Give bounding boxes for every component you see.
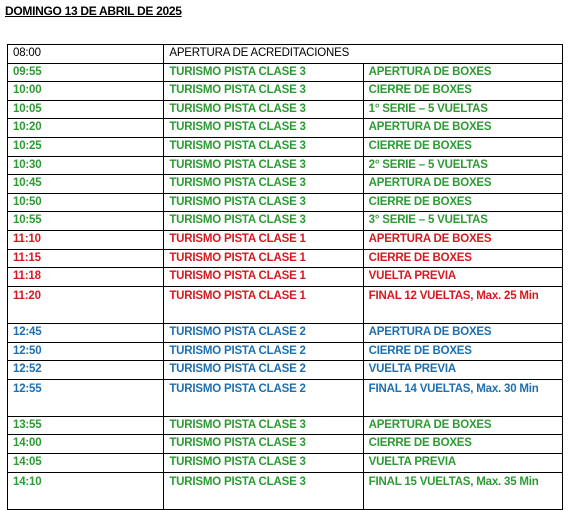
schedule-row (8, 379, 563, 416)
time-cell: 11:20 (8, 286, 164, 323)
schedule-row (8, 119, 563, 138)
category-cell: TURISMO PISTA CLASE 3 (164, 156, 363, 175)
category-cell: TURISMO PISTA CLASE 2 (164, 379, 363, 416)
time-cell: 14:10 (8, 472, 164, 509)
category-cell: TURISMO PISTA CLASE 3 (164, 119, 363, 138)
schedule-row (8, 286, 563, 323)
time-cell: 10:55 (8, 212, 164, 231)
time-cell: 12:50 (8, 342, 164, 361)
category-cell: TURISMO PISTA CLASE 3 (164, 137, 363, 156)
activity-cell: CIERRE DE BOXES (363, 137, 562, 156)
category-cell: TURISMO PISTA CLASE 1 (164, 268, 363, 287)
schedule-row (8, 100, 563, 119)
schedule-row (8, 416, 563, 435)
page-title: DOMINGO 13 DE ABRIL DE 2025 (5, 4, 182, 18)
category-cell: TURISMO PISTA CLASE 3 (164, 472, 363, 509)
activity-cell: VUELTA PREVIA (363, 454, 562, 473)
time-cell: 10:45 (8, 175, 164, 194)
schedule-row (8, 193, 563, 212)
schedule-row (8, 45, 563, 64)
activity-cell: 3° SERIE – 5 VUELTAS (363, 212, 562, 231)
schedule-row (8, 156, 563, 175)
category-cell: TURISMO PISTA CLASE 3 (164, 82, 363, 101)
activity-cell: APERTURA DE BOXES (363, 416, 562, 435)
activity-cell: APERTURA DE BOXES (363, 323, 562, 342)
activity-cell: APERTURA DE BOXES (363, 63, 562, 82)
category-cell: TURISMO PISTA CLASE 2 (164, 342, 363, 361)
schedule-row (8, 249, 563, 268)
time-cell: 10:30 (8, 156, 164, 175)
activity-cell: 2° SERIE – 5 VUELTAS (363, 156, 562, 175)
schedule-row (8, 472, 563, 509)
activity-cell: CIERRE DE BOXES (363, 249, 562, 268)
time-cell: 10:05 (8, 100, 164, 119)
time-cell: 12:55 (8, 379, 164, 416)
category-cell: TURISMO PISTA CLASE 3 (164, 193, 363, 212)
schedule-row (8, 230, 563, 249)
schedule-row (8, 63, 563, 82)
activity-cell: CIERRE DE BOXES (363, 193, 562, 212)
activity-cell: APERTURA DE BOXES (363, 119, 562, 138)
category-cell: TURISMO PISTA CLASE 3 (164, 175, 363, 194)
time-cell: 10:00 (8, 82, 164, 101)
time-cell: 09:55 (8, 63, 164, 82)
schedule-row (8, 268, 563, 287)
schedule-row (8, 361, 563, 380)
time-cell: 13:55 (8, 416, 164, 435)
schedule-row (8, 212, 563, 231)
time-cell: 10:25 (8, 137, 164, 156)
time-cell: 14:00 (8, 435, 164, 454)
category-cell: TURISMO PISTA CLASE 3 (164, 454, 363, 473)
time-cell: 10:20 (8, 119, 164, 138)
schedule-body (8, 45, 563, 510)
time-cell: 11:10 (8, 230, 164, 249)
schedule-row (8, 435, 563, 454)
category-cell: TURISMO PISTA CLASE 2 (164, 361, 363, 380)
activity-cell: CIERRE DE BOXES (363, 435, 562, 454)
category-cell: TURISMO PISTA CLASE 3 (164, 435, 363, 454)
schedule-row (8, 323, 563, 342)
activity-cell: APERTURA DE BOXES (363, 175, 562, 194)
activity-cell: FINAL 14 VUELTAS, Max. 30 Min (363, 379, 562, 416)
activity-cell: VUELTA PREVIA (363, 361, 562, 380)
category-cell: TURISMO PISTA CLASE 1 (164, 286, 363, 323)
category-cell: TURISMO PISTA CLASE 2 (164, 323, 363, 342)
schedule-row (8, 175, 563, 194)
category-cell: TURISMO PISTA CLASE 1 (164, 249, 363, 268)
time-cell: 08:00 (8, 45, 164, 64)
category-cell: TURISMO PISTA CLASE 1 (164, 230, 363, 249)
schedule-row (8, 82, 563, 101)
category-cell: APERTURA DE ACREDITACIONES (164, 45, 563, 64)
time-cell: 11:18 (8, 268, 164, 287)
schedule-row (8, 137, 563, 156)
category-cell: TURISMO PISTA CLASE 3 (164, 212, 363, 231)
time-cell: 14:05 (8, 454, 164, 473)
activity-cell: VUELTA PREVIA (363, 268, 562, 287)
schedule-table (7, 44, 563, 510)
category-cell: TURISMO PISTA CLASE 3 (164, 416, 363, 435)
time-cell: 12:52 (8, 361, 164, 380)
schedule-row (8, 454, 563, 473)
activity-cell: FINAL 15 VUELTAS, Max. 35 Min (363, 472, 562, 509)
schedule-row (8, 342, 563, 361)
activity-cell: APERTURA DE BOXES (363, 230, 562, 249)
activity-cell: CIERRE DE BOXES (363, 82, 562, 101)
time-cell: 10:50 (8, 193, 164, 212)
category-cell: TURISMO PISTA CLASE 3 (164, 63, 363, 82)
time-cell: 11:15 (8, 249, 164, 268)
activity-cell: FINAL 12 VUELTAS, Max. 25 Min (363, 286, 562, 323)
activity-cell: 1° SERIE – 5 VUELTAS (363, 100, 562, 119)
category-cell: TURISMO PISTA CLASE 3 (164, 100, 363, 119)
time-cell: 12:45 (8, 323, 164, 342)
activity-cell: CIERRE DE BOXES (363, 342, 562, 361)
